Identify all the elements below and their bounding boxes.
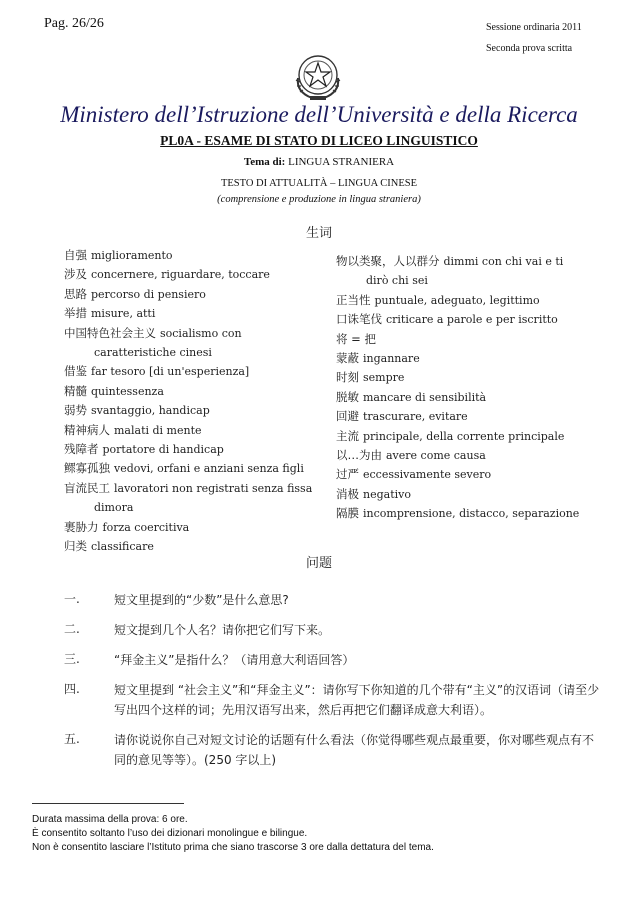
footer-duration: Durata massima della prova: 6 ore. [32,814,188,825]
vocab-item: 借鉴 far tesoro [di un'esperienza] [64,364,250,379]
testo-line: TESTO DI ATTUALITÀ – LINGUA CINESE [220,178,418,189]
italian-emblem-icon [290,48,346,104]
vocab-item: 物以类聚，人以群分 dimmi con chi vai e ti dirò chi sei [336,254,564,288]
session-info [486,17,582,59]
vocab-item: 消极 negativo [336,486,411,501]
vocabulary-left-column [64,246,324,557]
question-item: 四. 短文里提到 “社会主义”和“拜金主义”：请你写下你知道的几个带有“主义”的汉语词（请至少写出四个这样的词；先用汉语写出来，然后再把它们翻译成意大利语）。 [64,682,600,717]
vocab-item: 残障者 portatore di handicap [64,442,224,457]
vocab-item: 主流 principale, della corrente principale [336,428,565,443]
vocab-item: 脱敏 mancare di sensibilità [336,389,487,404]
vocab-item: 蒙蔽 ingannare [336,351,420,366]
vocab-item: 归类 classificare [64,539,154,554]
vocab-item: 涉及 concernere, riguardare, toccare [64,267,270,282]
vocab-item: 举措 misure, atti [64,306,156,321]
session-label: Sessione ordinaria 2011 [486,22,582,33]
vocab-item: 思路 percorso di pensiero [64,286,206,301]
question-item: 一. 短文里提到的“少数”是什么意思? [64,592,289,607]
vocab-item: 精神病人 malati di mente [64,422,202,437]
vocab-item: 弱势 svantaggio, handicap [64,403,210,418]
footer-dictionaries: È consentito soltanto l’uso dei dizionari monolingue e bilingue. [32,828,308,839]
questions-heading: 问题 [305,556,332,571]
vocabulary-right-column [336,252,606,524]
vocab-item: 正当性 puntuale, adeguato, legittimo [336,292,540,307]
tema-value: LINGUA STRANIERA [288,156,395,168]
vocab-item: 回避 trascurare, evitare [336,409,468,424]
page-number: Pag. 26/26 [44,16,104,31]
question-item: 三. “拜金主义”是指什么？（请用意大利语回答） [64,652,355,667]
vocab-item: 裹胁力 forza coercitiva [64,519,190,534]
vocab-item: 将 = 把 [336,331,376,346]
vocab-item: 隔膜 incomprensione, distacco, separazione [336,506,580,521]
vocab-item: 中国特色社会主义 socialismo con caratteristiche cinesi [64,325,242,360]
vocab-item: 时刻 sempre [336,370,405,385]
exam-title: PL0A - ESAME DI STATO DI LICEO LINGUISTICO [160,133,478,148]
footer-notes [32,813,434,855]
vocab-item: 过严 eccessivamente severo [336,467,492,482]
footer-exit-rule: Non è consentito lasciare l’Istituto prima che siano trascorse 3 ore dalla dettatura del tema. [32,842,434,853]
vocab-item: 盲流民工 lavoratori non registrati senza fissa dimora [64,480,313,515]
vocab-item: 鳏寡孤独 vedovi, orfani e anziani senza figli [64,461,304,476]
vocab-item: 以…为由 avere come causa [336,448,486,463]
vocabulary-heading: 生词 [305,226,332,241]
tema-label: Tema di: [243,156,286,168]
ministry-title: Ministero dell’Istruzione dell’Università e della Ricerca [60,102,578,127]
vocab-item: 精髓 quintessenza [64,383,164,398]
vocab-item: 自强 miglioramento [64,248,173,262]
footer-rule [32,803,184,804]
prova-label: Seconda prova scritta [486,43,573,54]
question-item: 二. 短文提到几个人名？请你把它们写下来。 [64,622,331,637]
tema-line [0,156,638,168]
question-item: 五. 请你说说你自己对短文讨论的话题有什么看法（你觉得哪些观点最重要，你对哪些观点有不同的意见等等）。(250 字以上) [64,732,595,767]
comprensione-line: (comprensione e produzione in lingua straniera) [217,194,421,205]
vocab-item: 口诛笔伐 criticare a parole e per iscritto [336,312,558,327]
questions-list [64,590,604,780]
